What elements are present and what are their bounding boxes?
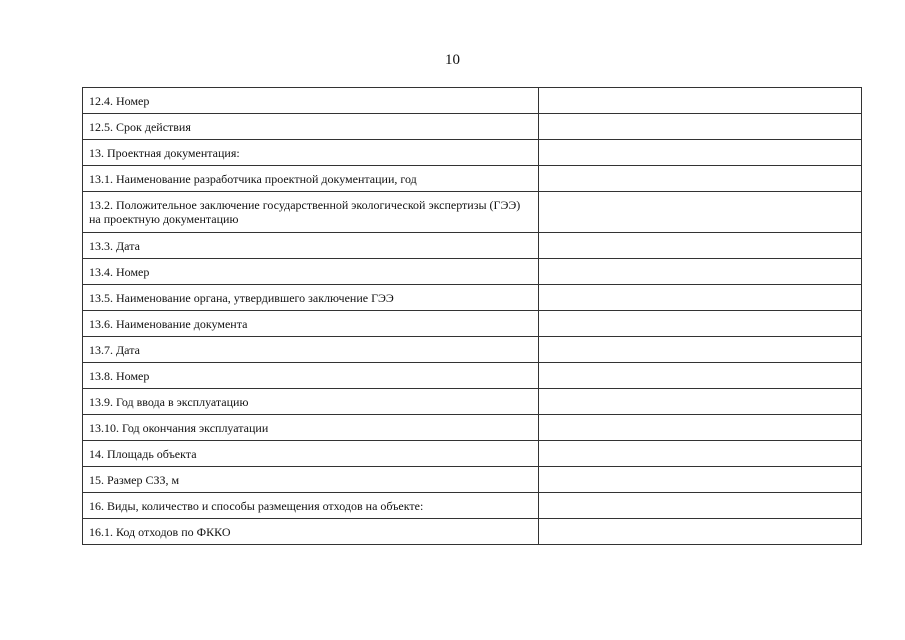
table-row xyxy=(83,337,862,363)
row-value xyxy=(539,285,862,311)
table-row xyxy=(83,415,862,441)
table-row xyxy=(83,140,862,166)
row-value xyxy=(539,114,862,140)
page-number: 10 xyxy=(445,52,460,68)
row-value xyxy=(539,389,862,415)
table-row xyxy=(83,467,862,493)
table-row xyxy=(83,192,862,233)
row-value xyxy=(539,415,862,441)
row-label: 13.7. Дата xyxy=(83,337,539,363)
row-value xyxy=(539,140,862,166)
table-row xyxy=(83,441,862,467)
table-row xyxy=(83,88,862,114)
table-row xyxy=(83,493,862,519)
table-row xyxy=(83,363,862,389)
row-label: 13.6. Наименование документа xyxy=(83,311,539,337)
row-label: 12.4. Номер xyxy=(83,88,539,114)
table-row xyxy=(83,311,862,337)
table-row xyxy=(83,285,862,311)
row-label: 13. Проектная документация: xyxy=(83,140,539,166)
row-label: 12.5. Срок действия xyxy=(83,114,539,140)
row-value xyxy=(539,192,862,233)
row-label: 13.4. Номер xyxy=(83,259,539,285)
row-label: 13.10. Год окончания эксплуатации xyxy=(83,415,539,441)
row-label: 13.8. Номер xyxy=(83,363,539,389)
table-row xyxy=(83,233,862,259)
table-row xyxy=(83,519,862,545)
row-label: 16. Виды, количество и способы размещения отходов на объекте: xyxy=(83,493,539,519)
table-row xyxy=(83,389,862,415)
row-label: 13.3. Дата xyxy=(83,233,539,259)
row-value xyxy=(539,337,862,363)
row-value xyxy=(539,441,862,467)
row-value xyxy=(539,233,862,259)
row-value xyxy=(539,311,862,337)
row-value xyxy=(539,88,862,114)
row-value xyxy=(539,166,862,192)
table-row xyxy=(83,166,862,192)
row-label: 13.9. Год ввода в эксплуатацию xyxy=(83,389,539,415)
row-label: 16.1. Код отходов по ФККО xyxy=(83,519,539,545)
row-value xyxy=(539,467,862,493)
row-label: 13.5. Наименование органа, утвердившего заключение ГЭЭ xyxy=(83,285,539,311)
row-value xyxy=(539,519,862,545)
row-value xyxy=(539,363,862,389)
form-table xyxy=(82,87,862,545)
row-value xyxy=(539,259,862,285)
row-label: 14. Площадь объекта xyxy=(83,441,539,467)
row-label: 15. Размер СЗЗ, м xyxy=(83,467,539,493)
row-value xyxy=(539,493,862,519)
table-row xyxy=(83,259,862,285)
row-label: 13.2. Положительное заключение государственной экологической экспертизы (ГЭЭ) на проектную документацию xyxy=(83,192,539,233)
table-row xyxy=(83,114,862,140)
row-label: 13.1. Наименование разработчика проектной документации, год xyxy=(83,166,539,192)
